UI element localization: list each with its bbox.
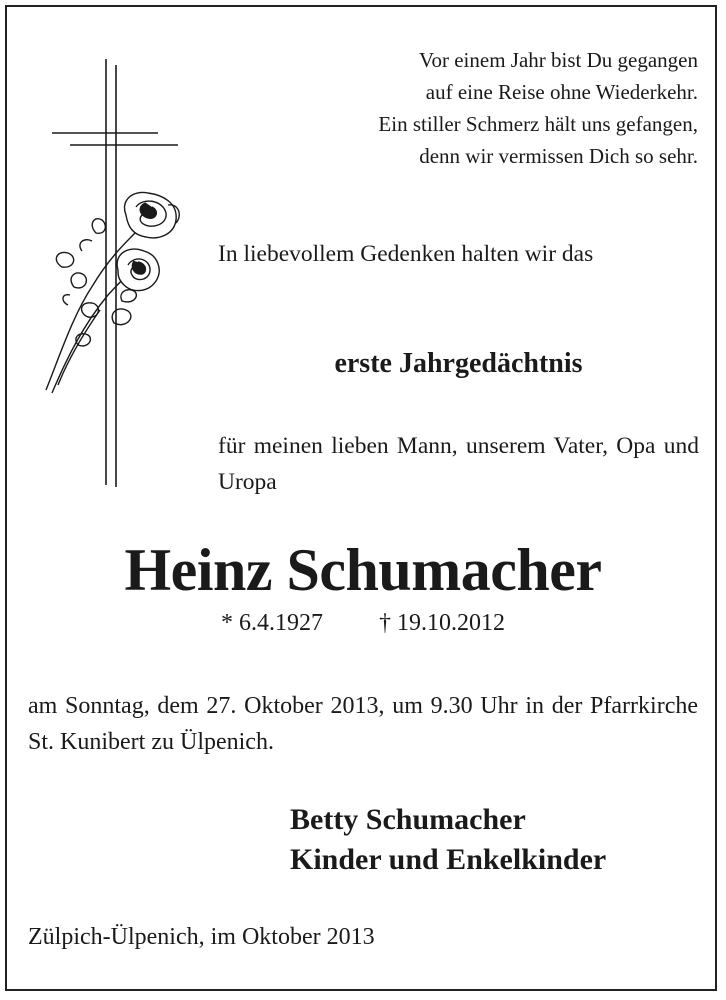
place-and-date: Zülpich-Ülpenich, im Oktober 2013: [28, 924, 375, 950]
birth-date: * 6.4.1927: [221, 610, 323, 636]
occasion-heading: erste Jahrgedächtnis: [334, 348, 583, 379]
relation-text: für meinen lieben Mann, unserem Vater, Opa und Uropa: [218, 433, 699, 495]
poem-line: Ein stiller Schmerz hält uns gefangen,: [378, 112, 698, 136]
death-date: † 19.10.2012: [379, 610, 505, 636]
poem-line: denn wir vermissen Dich so sehr.: [419, 144, 698, 168]
poem-line: auf eine Reise ohne Wiederkehr.: [425, 80, 698, 104]
intro-text: In liebevollem Gedenken halten wir das: [218, 241, 594, 267]
deceased-name: Heinz Schumacher: [124, 537, 602, 603]
cross-with-roses-icon: [38, 55, 198, 495]
roses-icon: [46, 192, 179, 393]
signer-name: Betty Schumacher: [290, 803, 526, 836]
memorial-poem: [378, 44, 698, 172]
poem-line: Vor einem Jahr bist Du gegangen: [419, 48, 698, 72]
life-dates: [0, 610, 726, 637]
service-details: am Sonntag, dem 27. Oktober 2013, um 9.30 Uhr in der Pfarrkirche St. Kunibert zu Ülpenich.: [28, 693, 698, 755]
signer-family: Kinder und Enkelkinder: [290, 843, 607, 876]
signers: [290, 800, 606, 880]
